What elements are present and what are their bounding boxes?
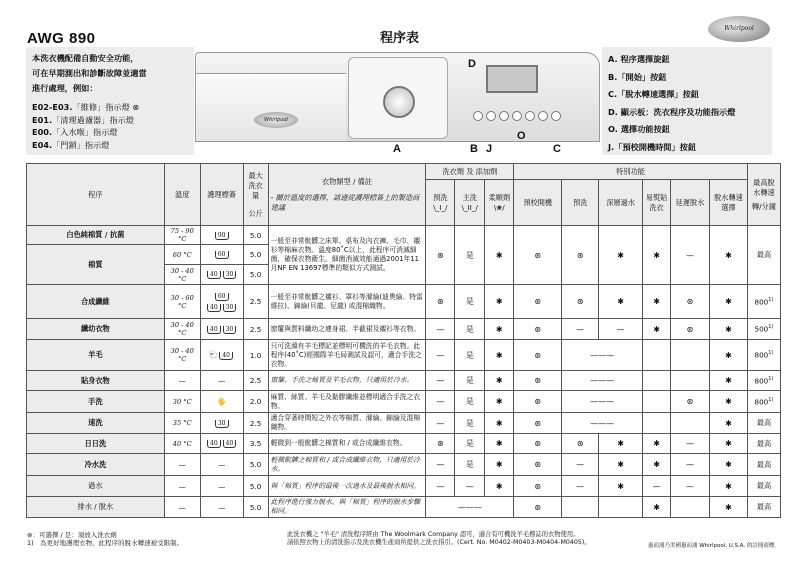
- mainwash-compartment-icon: \_II_/: [461, 203, 478, 212]
- header-fabric: 衣物類型 / 備註 - 關於溫度的選擇，請遵從護理標簽上的製造商建議: [268, 164, 426, 226]
- table-row: 速洗 35 °C 30 2.5 適合穿著時間短之外衣等棉質、滌綸、錦綸及混棉織物。 — 是 ✱ ⊛ ——— ✱ 最高: [27, 413, 781, 434]
- care-label-icon: 40 30: [200, 319, 243, 340]
- error-item: E02-E03.「維修」指示燈 ⊗: [32, 102, 140, 112]
- table-row: 纖幼衣物 30 - 40 °C 40 30 2.5 窗簾與質料纖幼之連身裙、半截裙及襯衫等衣物。 — 是 ✱ ⊛ — — ✱ ⊛ ✱ 500$^{1)}$: [27, 319, 781, 340]
- woolmark-icon: 🐑 40: [200, 340, 243, 371]
- header-mainwash: 主洗 \_II_/: [455, 180, 485, 226]
- label-d: D: [468, 58, 476, 70]
- error-code-list: [32, 101, 188, 151]
- option-button-icon: [512, 111, 522, 121]
- legend-item: B.「開始」按鈕: [608, 71, 667, 82]
- header-special-prewash: 預洗: [562, 180, 599, 226]
- header-easy-iron: 易熨貼洗衣: [643, 180, 671, 226]
- care-label-icon: 60: [200, 245, 243, 265]
- table-row: 日日洗 40 °C 40 40 3.5 輕微到一般骯髒之棉質和 / 或合成纖維衣物。 ⊛ 是 ✱ ⊛ ⊛ ✱ ✱ — ✱ 最高: [27, 434, 781, 454]
- table-row: 羊毛 30 - 40 °C 🐑 40 1.0 只可洗滌有羊毛標記並標明可機洗的羊毛衣物。此程序(40˚C)經國際羊毛局測試及認可，適合手洗之衣物。 — 是 ✱ ⊛ ——— ✱ 800$^{1)}$: [27, 340, 781, 371]
- legend-item: D. 顯示板：洗衣程序及功能指示燈: [608, 106, 736, 117]
- header-care-label: 護理標簽: [200, 164, 243, 226]
- header-max-load: 最大洗衣量 公斤: [243, 164, 268, 226]
- header-detergent-group: 洗衣劑 及 添加劑: [426, 164, 514, 180]
- table-row: 手洗 30 °C 🖐 2.0 麻質、絲質、羊毛及黏膠纖維並標明適合手洗之衣物。 — 是 ✱ ⊛ ——— ⊛ ✱ 800$^{1)}$: [27, 391, 781, 413]
- header-prewash: 預洗 \_I_/: [426, 180, 455, 226]
- dial-area: [348, 57, 448, 139]
- legend-item: A. 程序選擇旋鈕: [608, 54, 670, 64]
- start-button-icon: [473, 111, 483, 121]
- care-label-icon: 30: [200, 413, 243, 434]
- table-row: 貼身衣物 — — 2.5 窗簾、手洗之絲質及羊毛衣物，只適用於冷水。 — 是 ✱ ⊛ ——— ✱ 800$^{1)}$: [27, 371, 781, 391]
- error-item: E00.「入水喉」指示燈: [32, 127, 118, 137]
- option-button-icon: [499, 111, 509, 121]
- care-label-icon: 60 40 30: [200, 285, 243, 319]
- panel-logo: Whirlpool: [254, 112, 298, 128]
- care-label-icon: 90: [200, 226, 243, 245]
- error-item: E01.「清理過濾器」指示燈: [32, 114, 134, 125]
- legend-item: J.「預校開機時間」按鈕: [608, 141, 697, 152]
- delay-button-icon: [486, 111, 496, 121]
- care-label-icon: 40 40: [200, 434, 243, 454]
- header-special-group: 特別功能: [514, 164, 748, 180]
- header-delay-spin: 延遲脫水: [671, 180, 710, 226]
- header-extra-rinse: 深層過水: [599, 180, 643, 226]
- detergent-drawer: [196, 73, 346, 141]
- legend-item: O. 選擇功能按鈕: [608, 124, 670, 134]
- handwash-icon: 🖐: [200, 391, 243, 413]
- header-delay-start: 預校開機: [514, 180, 562, 226]
- footnote-legend: ⊛：可選擇 / 是：須放入洗衣劑 1) 為更好地護理衣物，此程序的脫水轉速被受限制。: [27, 531, 184, 547]
- table-row: 棉質 60 °C 60 5.0: [27, 245, 781, 265]
- header-temperature: 溫度: [164, 164, 200, 226]
- table-row: 過水 — — 5.0 與「棉質」程序的最後一次過水及最後脫水相同。 — — ✱ ⊛ — ✱ — — ✱ 最高: [27, 476, 781, 497]
- header-program: 程序: [27, 164, 165, 226]
- header-spin-select: 脫水轉速選擇: [709, 180, 747, 226]
- program-dial-icon: [383, 86, 415, 118]
- display-panel: [486, 65, 538, 93]
- label-c: C: [553, 143, 561, 155]
- label-j: J: [486, 143, 493, 155]
- trademark-note: 惠而浦乃美國惠而浦 Whirlpool, U.S.A. 的註冊商標。: [648, 543, 780, 549]
- service-icon: ⊗: [132, 102, 140, 112]
- header-max-spin: 最高脫水轉速 轉/分鐘: [747, 164, 780, 226]
- prewash-compartment-icon: \_I_/: [433, 203, 448, 212]
- safety-info-box: [26, 47, 194, 155]
- label-a: A: [393, 143, 401, 155]
- page-title: 程序表: [380, 31, 420, 46]
- program-table: [26, 163, 781, 518]
- care-label-icon: 40 30: [200, 265, 243, 285]
- table-row: 排水 / 脫水 — — 5.0 此程序進行強力脫水。與「棉質」程序的脫水步驟相同。 ——— ⊛ ✱ ✱ 最高: [27, 497, 781, 518]
- header-softener: 柔順劑 \❀/: [485, 180, 514, 226]
- table-row: 合成纖維 30 - 60 °C 60 40 30 2.5 一般至非常骯髒之襯衫、罩衫等滌綸(迪奧綸、特雷維拉)、錦綸(貝龍、尼龍) 或混棉織物。 ⊛ 是 ✱ ⊛ ⊛ ✱ ✱ ⊛ ✱ 800$^{1)}$: [27, 285, 781, 319]
- model-name: AWG 890: [27, 30, 96, 47]
- softener-compartment-icon: \❀/: [493, 203, 505, 212]
- safety-intro: 本洗衣機配備自動安全功能， 可在早期測出和診斷故障並適當 進行處理，例如：: [32, 53, 147, 93]
- error-item: E04.「門鎖」指示燈: [32, 139, 110, 150]
- control-panel-illustration: [195, 52, 600, 142]
- option-button-icon: [525, 111, 535, 121]
- table-row: 冷水洗 — — 5.0 輕微骯髒之棉質和 / 或合成纖維衣物，只適用於冷水。 — 是 ✱ ⊛ — ✱ ✱ — ✱ 最高: [27, 454, 781, 476]
- table-row: 白色純棉質 / 抗菌 75 - 90 °C 90 5.0 一般至非常骯髒之床單、桌布及內衣褲、毛巾、襯衫等棉麻衣物。溫度80˚C以上，此程序可消滅細菌，確保衣物衛生。細菌消滅效能通過2001年11月NF EN 13697標準的類似方式測試。 ⊛ 是 ✱ ⊛ ⊛ ✱ ✱ — ✱ 最高: [27, 226, 781, 245]
- spin-button-icon: [551, 111, 561, 121]
- label-b: B: [470, 143, 478, 155]
- whirlpool-logo: Whirlpool: [708, 16, 770, 42]
- option-button-icon: [538, 111, 548, 121]
- table-row: 30 - 40 °C 40 30 5.0: [27, 265, 781, 285]
- woolmark-note: 此洗衣機之 "羊毛" 清洗程序經由 The Woolmark Company 認可，適合有可機洗羊毛標誌的衣物使用。 請依照衣物上的清洗指示及洗衣機生產商所提供之洗衣指引。(Cert. No. M0402-M0403-M0404-M0405)。: [287, 531, 591, 546]
- control-legend-box: [602, 47, 772, 155]
- label-o: O: [517, 130, 526, 142]
- legend-item: C.「脫水轉速選擇」按鈕: [608, 89, 699, 99]
